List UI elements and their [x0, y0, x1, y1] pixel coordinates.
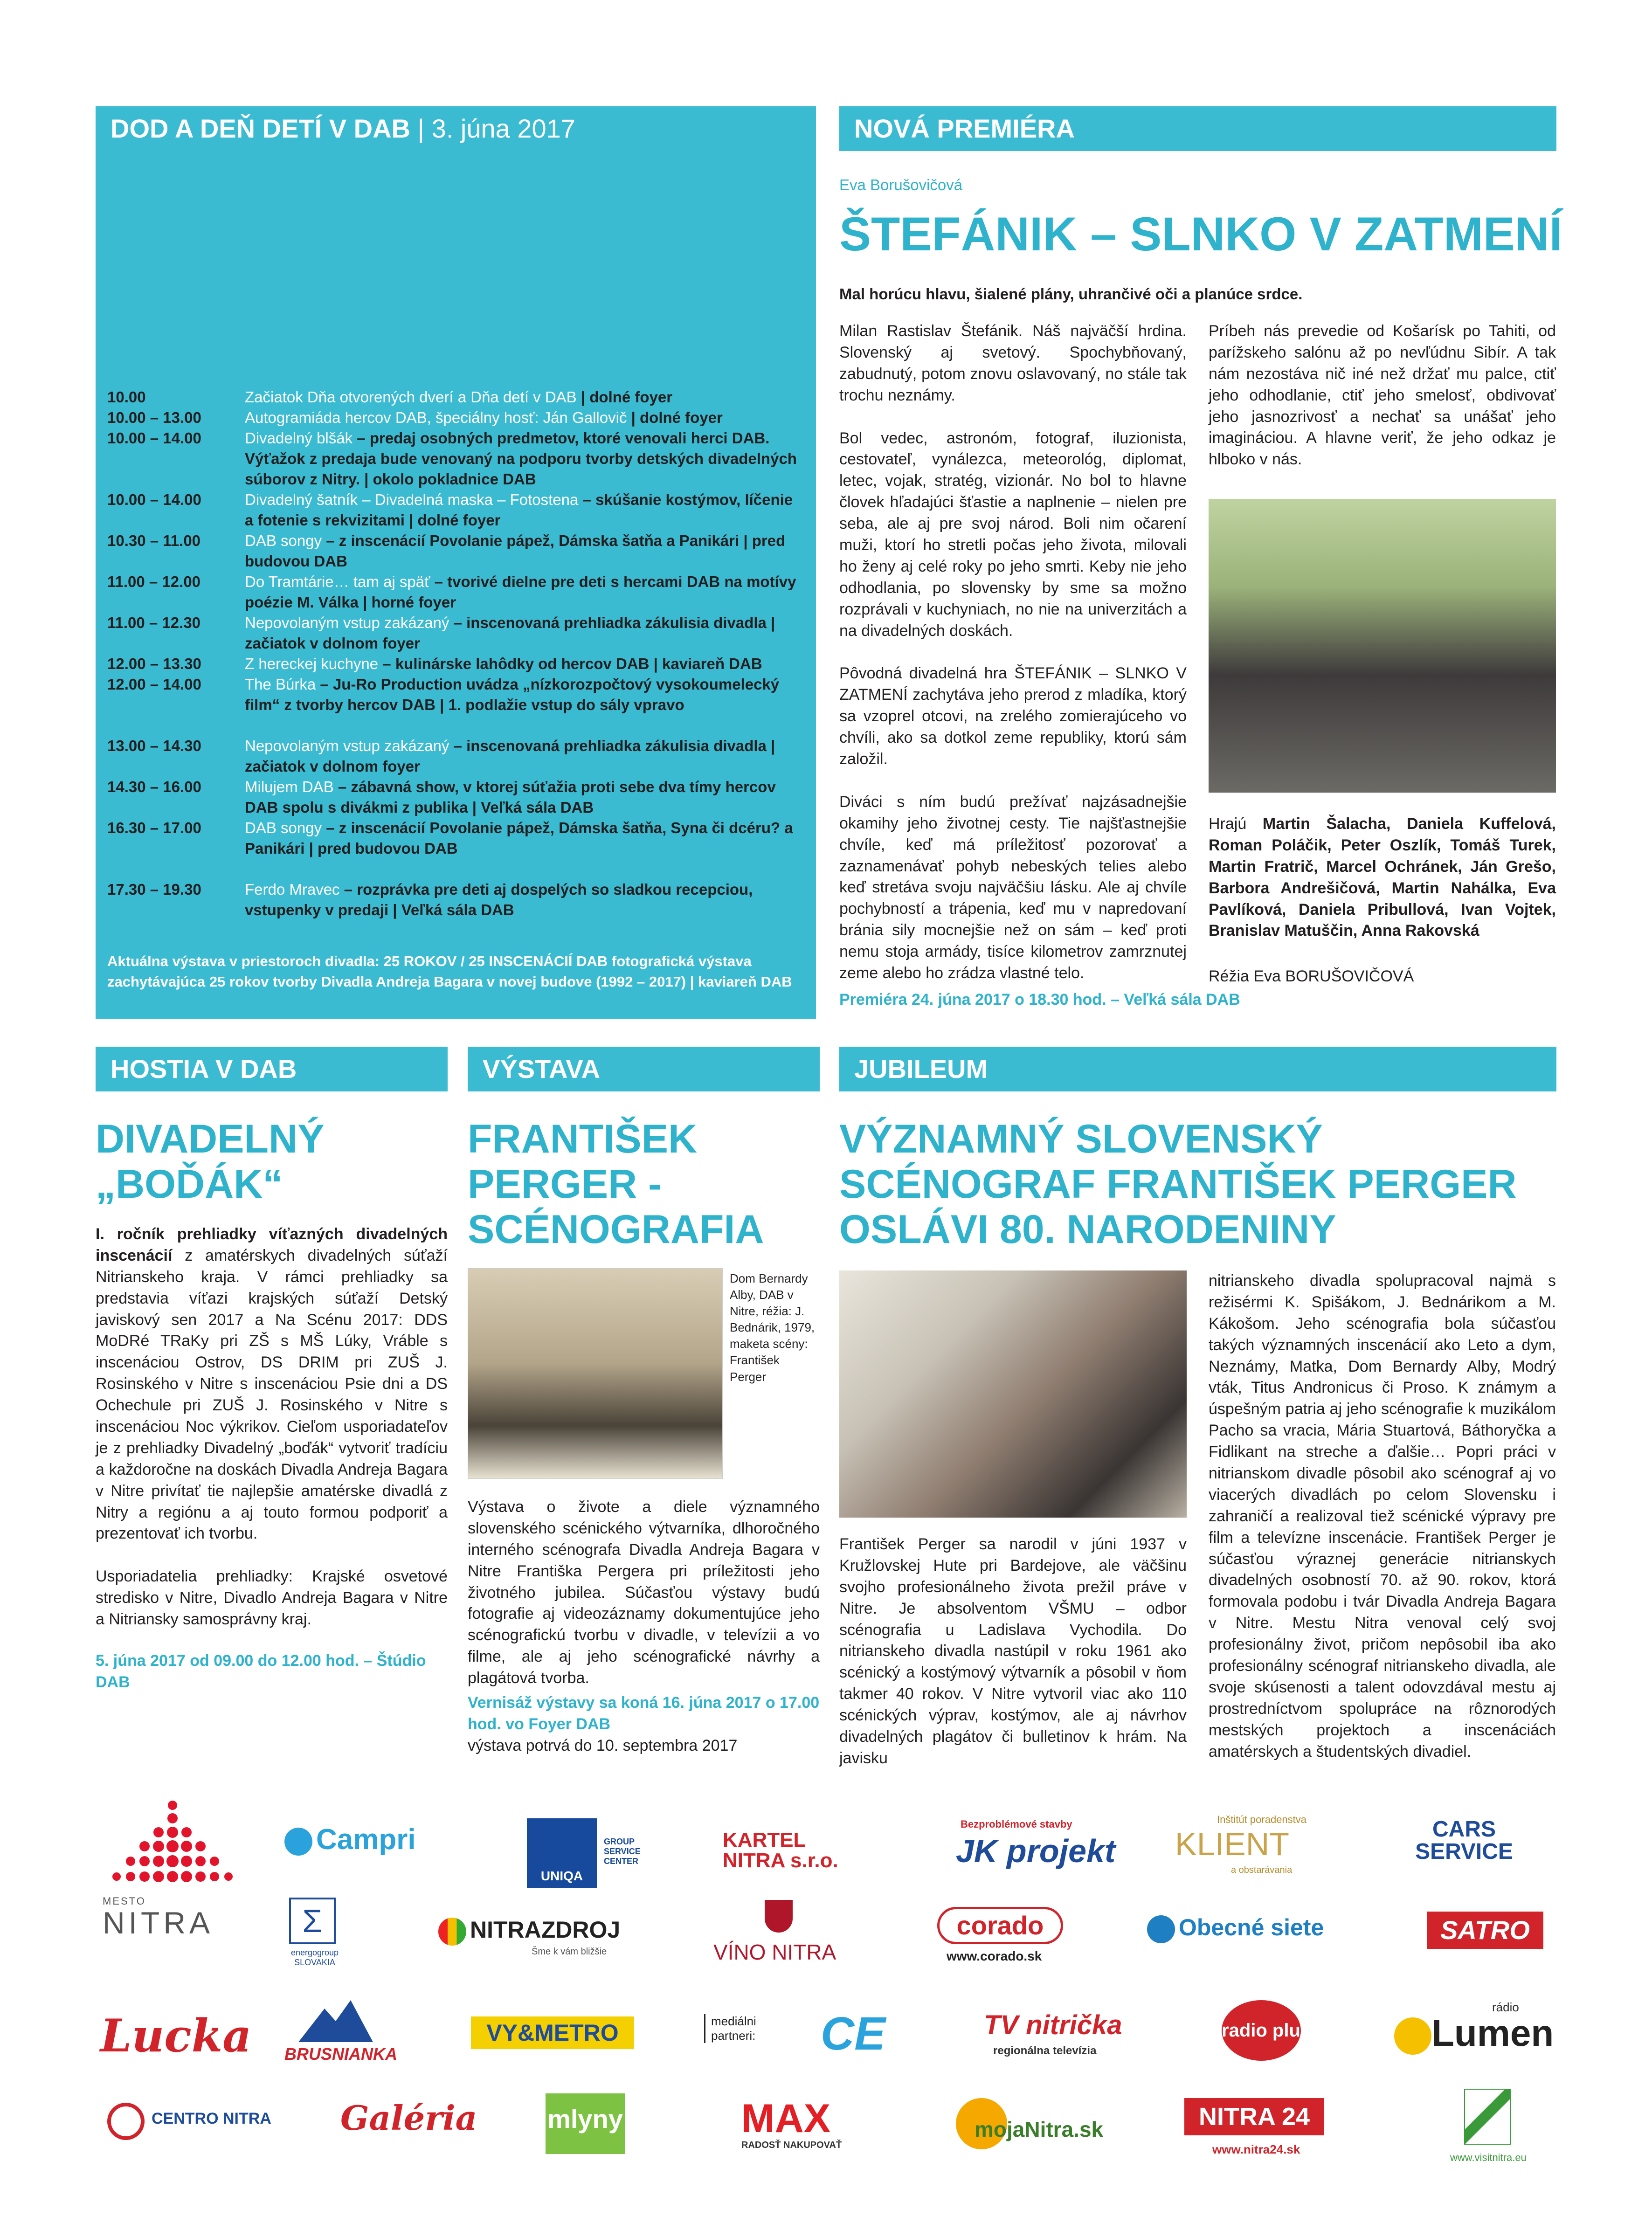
schedule-event-title: Divadelný blšák — [245, 429, 353, 447]
nitrazdroj-tagline: Šme k vám bližšie — [532, 1947, 607, 1957]
vy-metro-logo: VY&METRO — [471, 2016, 634, 2049]
nitra-city-label-small: MESTO — [103, 1895, 146, 1907]
vystava-title-line: FRANTIŠEK — [468, 1117, 698, 1161]
jubileum-header: JUBILEUM — [839, 1047, 1556, 1091]
ce-logo: CE — [821, 2008, 885, 2060]
schedule-event-title: Divadelný šatník – Divadelná maska – Fotostena — [245, 491, 579, 508]
schedule-description — [245, 777, 804, 818]
klient-tagline-top: Inštitút poradenstva — [1217, 1814, 1307, 1825]
schedule-time: 10.00 — [107, 388, 146, 406]
sponsors-area — [0, 1781, 1652, 2191]
uniqa-label: UNIQA — [540, 1869, 583, 1883]
nitra24-logo: NITRA 24 — [1184, 2098, 1324, 2135]
jk-projekt-tagline: Bezproblémové stavby — [961, 1818, 1072, 1830]
uniqa-subtitle: GROUP SERVICE CENTER — [604, 1837, 641, 1866]
schedule-event-details: – kulinárske lahôdky od hercov DAB | kaviareň DAB — [378, 655, 762, 672]
schedule-time: 11.00 – 12.30 — [107, 614, 201, 631]
klient-tagline-bottom: a obstarávania — [1231, 1865, 1293, 1875]
jubileum-column-1: František Perger sa narodil v júni 1937 v Kružlovskej Hute pri Bardejove, ale väčšinu svojho profesionálneho života prežil práve v Nitre. Je absolventom VŠMU – odbor scénografia u Ladislava Vychodila. Do nitrianskeho divadla nastúpil v roku 1961 ako scénický a kostýmový výtvarník a pôsobil v ňom takmer 40 rokov. V Nitre vytvoril viac ako 110 scénických výprav, kostýmov, ale aj návrhov divadelných plagátov či bulletinov k hrám. Na javisku — [839, 1535, 1187, 1767]
kartel-logo: KARTEL NITRA s.r.o. — [723, 1829, 838, 1872]
nitra-city-logo — [103, 1800, 242, 1968]
schedule-event-title: Milujem DAB — [245, 778, 334, 795]
hostia-text — [96, 1224, 448, 1630]
premiere-lead: Mal horúcu hlavu, šialené plány, uhrančivé oči a planúce srdce. — [839, 285, 1303, 303]
premiere-paragraph: Pôvodná divadelná hra ŠTEFÁNIK – SLNKO V ZATMENÍ zachytáva jeho prerod z mladíka, ktorý sa vzoprel otcovi, na zrelého zomierajúceho vo chvíli, ako sa dotkol zeme republiky, ktorú sám založil. — [839, 664, 1187, 768]
corado-url: www.corado.sk — [947, 1949, 1042, 1963]
schedule-time: 10.00 – 14.00 — [107, 491, 201, 508]
schedule-event-title: The Búrka — [245, 676, 316, 693]
tv-nitricka-logo: TV nitrička — [984, 2010, 1122, 2040]
schedule-description — [245, 387, 804, 407]
premiere-column-1 — [839, 321, 1187, 984]
centro-nitra-icon — [107, 2103, 145, 2140]
max-logo: MAX — [741, 2096, 831, 2141]
premiere-cast-photo — [1209, 499, 1556, 793]
hostia-title-line: DIVADELNÝ — [96, 1117, 325, 1161]
schedule-event-details: – predaj osobných predmetov, ktoré venovali herci DAB. Výťažok z predaja bude venovaný na podporu tvorby detských divadelných súborov z Nitry. | okolo pokladnice DAB — [245, 429, 797, 488]
schedule-event-details: – rozprávka pre deti aj dospelých so sladkou recepciou, vstupenky v predaji | Veľká sála DAB — [245, 881, 753, 918]
jk-projekt-logo: JK projekt — [956, 1833, 1116, 1869]
schedule-event-title: Nepovolaným vstup zakázaný — [245, 614, 449, 631]
energogroup-logo: Σ — [289, 1898, 336, 1944]
schedule-event-title: DAB songy — [245, 532, 322, 549]
schedule-time: 16.30 – 17.00 — [107, 819, 201, 836]
schedule-event-details: – zábavná show, v ktorej súťažia proti sebe dva tímy hercov DAB spolu s divákmi z publika | Veľká sála DAB — [245, 778, 776, 816]
schedule-time: 10.00 – 13.00 — [107, 409, 201, 426]
schedule-event-title: Začiatok Dňa otvorených dverí a Dňa detí v DAB — [245, 388, 577, 406]
schedule-time: 17.30 – 19.30 — [107, 881, 201, 898]
lucka-logo: Lucka — [100, 2009, 252, 2062]
nitra24-url: www.nitra24.sk — [1212, 2142, 1300, 2156]
schedule-description — [245, 674, 804, 715]
hostia-date: 5. júna 2017 od 09.00 do 12.00 hod. – Štúdio DAB — [96, 1652, 426, 1691]
schedule-event-title: Ferdo Mravec — [245, 881, 340, 898]
schedule-description — [245, 490, 804, 531]
campri-label: Campri — [316, 1823, 416, 1856]
jubileum-perger-photo — [839, 1270, 1187, 1518]
visit-nitra-url: www.visitnitra.eu — [1450, 2152, 1527, 2163]
hostia-header: HOSTIA V DAB — [96, 1047, 448, 1091]
vino-nitra-crest-icon — [765, 1900, 793, 1933]
schedule-event-details: | dolné foyer — [627, 409, 723, 426]
dod-exhibition-note: Aktuálna výstava v priestoroch divadla: 25 ROKOV / 25 INSCENÁCIÍ DAB fotografická výstava zachytávajúca 25 rokov tvorby Divadla Andreja Bagara v novej budove (1992 – 2017) | kaviareň DAB — [107, 953, 792, 990]
schedule-event-details: – tvorivé dielne pre deti s hercami DAB na motívy poézie M. Válka | horné foyer — [245, 573, 796, 611]
schedule-event-title: Z hereckej kuchyne — [245, 655, 379, 672]
hostia-intro: I. ročník prehliadky víťazných divadelných inscenácií — [96, 1225, 448, 1264]
vystava-model-photo — [468, 1268, 723, 1479]
lumen-sun-icon — [1394, 2017, 1431, 2055]
premiere-cast — [1209, 814, 1556, 942]
premiere-date: Premiéra 24. júna 2017 o 18.30 hod. – Veľká sála DAB — [839, 991, 1240, 1008]
vystava-header: VÝSTAVA — [468, 1047, 820, 1091]
energogroup-label: energogroup SLOVAKIA — [290, 1948, 339, 1967]
campri-logo — [284, 1823, 416, 1856]
schedule-time: 10.00 – 14.00 — [107, 429, 201, 447]
premiere-header: NOVÁ PREMIÉRA — [839, 106, 1556, 151]
schedule-event-details: | dolné foyer — [576, 388, 673, 406]
vystava-photo-caption: Dom Bernardy Alby, DAB v Nitre, réžia: J. Bednárik, 1979, maketa scény: František Perger — [730, 1271, 815, 1384]
dod-header — [96, 106, 816, 151]
max-tagline: RADOSŤ NAKUPOVAŤ — [741, 2140, 842, 2150]
vystava-text: Výstava o živote a diele významného slovenského scénického výtvarníka, dlhoročného interného scénografa Divadla Andreja Bagara v Nitre Františka Pergera pri príležitosti jeho životného jubilea. Súčasťou výstavy budú fotografie aj videozáznamy dokumentujúce jeho scénografickú tvorbu v divadle, v televízii a vo filme, ale aj jeho scénografické návrhy a plagátová tvorba. — [468, 1498, 820, 1687]
centro-nitra-logo: CENTRO NITRA — [152, 2110, 271, 2127]
schedule-event-details: – inscenovaná prehliadka zákulisia divadla | začiatok v dolnom foyer — [245, 614, 775, 652]
schedule-description — [245, 572, 804, 613]
schedule-time: 12.00 – 14.00 — [107, 676, 201, 693]
schedule-time: 11.00 – 12.00 — [107, 573, 201, 590]
schedule-description — [245, 407, 804, 428]
radio-plus-logo: radio plus — [1222, 2000, 1301, 2061]
nitrazdroj-drop-icon — [438, 1918, 466, 1946]
tv-nitricka-tagline: regionálna televízia — [993, 2044, 1097, 2057]
schedule-time: 12.00 – 13.30 — [107, 655, 201, 672]
corado-logo: corado — [937, 1907, 1063, 1944]
nitrazdroj-logo — [438, 1916, 620, 1946]
schedule-event-title: Nepovolaným vstup zakázaný — [245, 737, 449, 754]
premiere-column-2: Príbeh nás prevedie od Košarísk po Tahiti, od parížskeho salónu až po nevľúdnu Sibír. A tak nám nezostáva nič iné než držať mu palce, ctiť jeho odhodlanie, ctiť jeho smelosť, obdivovať jeho jasnozrivosť a nechať sa unášať jeho imagináciou. A hlavne veriť, že jeho odkaz je hlboko v nás. — [1209, 322, 1556, 469]
lumen-tagline: rádio — [1492, 2000, 1519, 2014]
dod-header-separator: | — [410, 114, 432, 143]
mlyny-logo: mlyny — [546, 2093, 625, 2154]
vystava-title-line: SCÉNOGRAFIA — [468, 1207, 764, 1252]
schedule-time: 10.30 – 11.00 — [107, 532, 201, 549]
schedule-event-details: – Ju-Ro Production uvádza „nízkorozpočtový vysokoumelecký film“ z tvorby hercov DAB | 1. podlažie vstup do sály vpravo — [245, 676, 780, 713]
schedule-event-title: DAB songy — [245, 819, 322, 836]
schedule-event-title: Autogramiáda hercov DAB, špeciálny hosť: Ján Gallovič — [245, 409, 627, 426]
uniqa-logo — [527, 1818, 597, 1888]
premiere-paragraph: Diváci s ním budú prežívať najzásadnejšie okamihy jeho životnej cesty. Tie najšťastnejšie chvíle, keď má príležitosť pozorovať a zaznamenávať pohyb nebeských telies alebo keď stretáva svoju najväčšiu lásku. Ale aj chvíle pochybností a trápenia, keď mu v napredovaní bránia sily mocnejšie než on sám – keď proti nemu stoja armády, tisíce kilometrov zamrznutej zeme alebo ho zrádza vlastné telo. — [839, 793, 1187, 982]
brusnianka-logo: BRUSNIANKA — [284, 2044, 397, 2064]
schedule-description — [245, 613, 804, 654]
obecne-siete-logo — [1147, 1914, 1324, 1943]
premiere-author: Eva Borušovičová — [839, 176, 963, 193]
premiere-cast-label: Hrajú — [1209, 815, 1263, 833]
schedule-event-details: – inscenovaná prehliadka zákulisia divadla | začiatok v dolnom foyer — [245, 737, 775, 775]
cars-service-logo: CARS SERVICE — [1415, 1817, 1513, 1864]
hostia-title — [96, 1117, 325, 1207]
vystava-title-line: PERGER - — [468, 1162, 662, 1207]
nitra-city-label: NITRA — [103, 1906, 214, 1940]
dod-header-date: 3. júna 2017 — [431, 114, 575, 143]
lumen-label: Lumen — [1431, 2012, 1554, 2054]
premiere-paragraph: Milan Rastislav Štefánik. Náš najväčší hrdina. Slovenský aj svetový. Spochybňovaný, zabudnutý, potom znovu oslavovaný, no stále tak trochu neznámy. — [839, 322, 1187, 404]
premiere-cast-names: Martin Šalacha, Daniela Kuffelová, Roman Poláčik, Peter Oszlík, Tomáš Turek, Martin Fratrič, Marcel Ochránek, Ján Grešo, Barbora Andrešičová, Martin Nahálka, Eva Pavlíková, Daniela Pribullová, Ivan Vojtek, Branislav Matuščin, Anna Rakovská — [1209, 815, 1556, 940]
jubileum-title-line: SCÉNOGRAF FRANTIŠEK PERGER — [839, 1162, 1517, 1207]
premiere-director: Réžia Eva BORUŠOVIČOVÁ — [1209, 967, 1414, 985]
visit-nitra-icon — [1464, 2089, 1511, 2145]
schedule-description — [245, 531, 804, 572]
schedule-description — [245, 879, 804, 920]
brusnianka-mountain-icon — [298, 2000, 373, 2042]
hostia-title-line: „BOĎÁK“ — [96, 1162, 283, 1207]
vino-nitra-logo: VÍNO NITRA — [713, 1940, 836, 1964]
jubileum-title-line: OSLÁVI 80. NARODENINY — [839, 1207, 1336, 1252]
hostia-organizers: Usporiadatelia prehliadky: Krajské osvetové stredisko v Nitre, Divadlo Andreja Bagara v Nitre a Nitriansky samosprávny kraj. — [96, 1567, 448, 1629]
schedule-event-title: Do Tramtárie… tam aj späť — [245, 573, 430, 590]
obecne-siete-label: Obecné siete — [1179, 1914, 1324, 1940]
galeria-logo: Galéria — [340, 2098, 477, 2138]
klient-logo: KLIENT — [1175, 1826, 1290, 1862]
satro-logo: SATRO — [1427, 1912, 1543, 1949]
schedule-description — [245, 428, 804, 490]
schedule-event-details: – skúšanie kostýmov, líčenie a fotenie s rekvizitami | dolné foyer — [245, 491, 793, 529]
obecne-siete-icon — [1147, 1915, 1175, 1943]
campri-swirl-icon — [284, 1828, 312, 1856]
schedule-description — [245, 736, 804, 777]
nitra-dots-icon — [103, 1800, 242, 1893]
schedule-time: 14.30 – 16.00 — [107, 778, 201, 795]
schedule-time: 13.00 – 14.30 — [107, 737, 201, 754]
lumen-logo — [1394, 2012, 1554, 2055]
jubileum-column-2: nitrianskeho divadla spolupracoval najmä s režisérmi K. Spišákom, J. Bednárikom a M. Kákošom. Jeho scénografia bola súčasťou takých významných inscenácií ako Leto a dym, Neznámy, Matka, Dom Bernardy Alby, Modrý vták, Titus Andronicus či Proso. K známym a úspešným patria aj jeho scénografie k muzikálom Pacho sa vracia, Mária Stuartová, Báthoryčka a Fidlikant na streche a ďalšie… Popri práci v nitrianskom divadle pôsobil ako scénograf aj vo viacerých divadlách po celom Slovensku i zahraničí a realizoval tiež scénické výpravy pre film a televízne inscenácie. František Perger je súčasťou výraznej generácie nitrianskych divadelných osobností 70. až 90. rokov, ktorá formovala podobu i tvár Divadla Andreja Bagara v Nitre. Mestu Nitra venoval celý svoj profesionálny život, pričom nepôsobil iba ako profesionálny scénograf nitrianskeho divadla, ale svoje skúsenosti a talent odovzdával mestu aj prostredníctvom spolupráce na rôznorodých mestských projektoch a inscenáciách amatérskych a študentských divadiel. — [1209, 1272, 1556, 1761]
moja-nitra-logo: mojaNitra.sk — [975, 2117, 1104, 2141]
jubileum-title-line: VÝZNAMNÝ SLOVENSKÝ — [839, 1117, 1323, 1161]
premiere-title: ŠTEFÁNIK – SLNKO V ZATMENÍ — [839, 207, 1562, 261]
vystava-title — [468, 1117, 764, 1253]
media-partners-label: mediálni partneri: — [704, 2014, 767, 2043]
vystava-date: Vernisáž výstavy sa koná 16. júna 2017 o 17.00 hod. vo Foyer DAB — [468, 1694, 820, 1733]
schedule-event-details: – z inscenácií Povolanie pápež, Dámska šatňa a Panikári | pred budovou DAB — [245, 532, 786, 570]
schedule-description — [245, 818, 804, 859]
dod-schedule-list — [96, 387, 816, 937]
vystava-until: výstava potrvá do 10. septembra 2017 — [468, 1737, 738, 1754]
nitrazdroj-label: NITRAZDROJ — [470, 1917, 621, 1943]
premiere-paragraph: Bol vedec, astronóm, fotograf, iluzionista, cestovateľ, vynálezca, meteorológ, diplomat, letec, vojak, stratég, vizionár. No bol to hlavne človek hľadajúci šťastie a naplnenie – nielen pre seba, ale aj pre svoj národ. Boli nim očarení muži, ktorí ho stretli počas jeho života, milovali ho ženy aj celé roky po jeho smrti. Keby nie jeho odhodlania, po slovensky by sme sa možno rozprávali v kuchyniach, no nie na univerzitách a na divadelných doskách. — [839, 429, 1187, 640]
hostia-body: z amatérskych divadelných súťaží Nitrianskeho kraja. V rámci prehliadky sa predstavia víťazi krajských súťaží Detský javiskový sen 2017 a Na Scénu 2017: DDS MoDRé TRaKy pri ZŠ s MŠ Lúky, Vráble s inscenáciou Ostrov, DS DRIM pri ZUŠ J. Rosinského v Nitre s inscenáciou Psie dni a DS Ochechule pri ZUŠ J. Rosinského v Nitre s inscenáciou Noc výkrikov. Cieľom usporiadateľov je z prehliadky Divadelný „boďák“ vytvoriť tradíciu a každoročne na doskách Divadla Andreja Bagara v Nitre privítať tie najlepšie amatérske divadlá z Nitry a regiónu a aj touto formou podporiť a prezentovať ich tvorbu. — [96, 1246, 448, 1543]
schedule-event-details: – z inscenácií Povolanie pápež, Dámska šatňa, Syna či dcéru? a Panikári | pred budovou DAB — [245, 819, 793, 857]
schedule-description — [245, 654, 804, 674]
jubileum-title — [839, 1117, 1517, 1253]
dod-header-title: DOD A DEŇ DETÍ V DAB — [111, 114, 410, 143]
